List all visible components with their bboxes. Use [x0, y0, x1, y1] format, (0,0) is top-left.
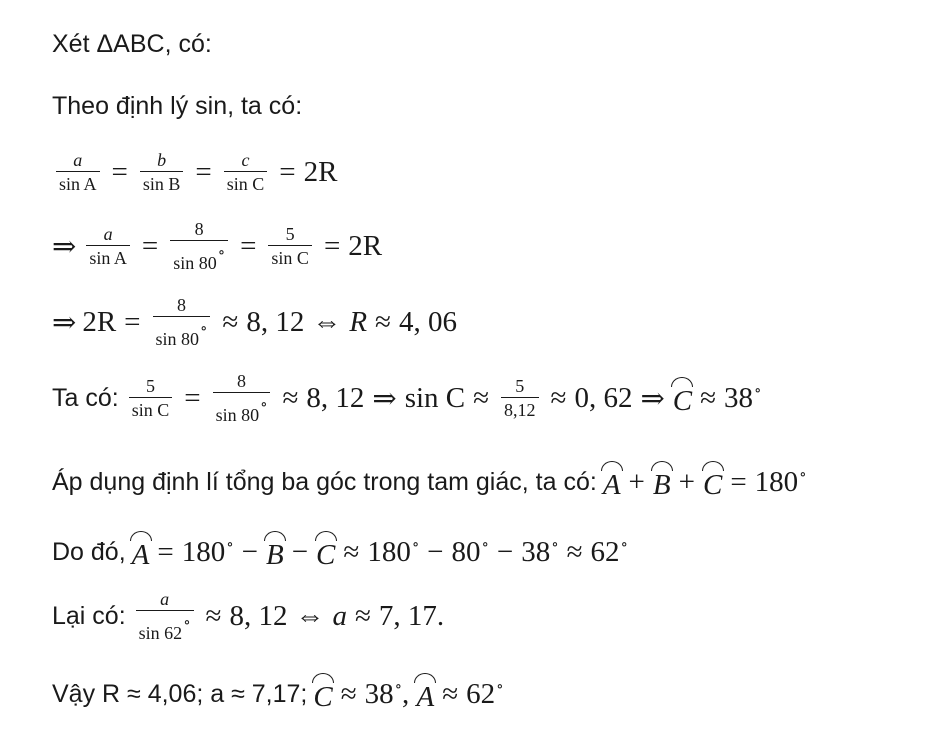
angle-sum-line: Áp dụng định lí tổng ba góc trong tam giác, ta có: A + B + C = 180∘ [52, 452, 807, 512]
fraction-5-sinC: $\frac{5}{\text{sin C}}$ [268, 224, 312, 268]
value-180: 180 [754, 466, 799, 498]
intro-line [52, 14, 212, 74]
do-do-text: Do đó, [52, 537, 126, 566]
angle-c-hat: C [703, 463, 722, 502]
fraction-5-sinC: $\frac{5}{\text{sin C}}$ [129, 376, 173, 420]
fraction-a-sin62: $\frac{a}{\sin 62^\circ}$ [136, 589, 194, 643]
iff-arrow: ⇔ [295, 599, 325, 632]
value-7-17: 7, 17. [378, 599, 445, 632]
value-8-12: 8, 12 [246, 305, 305, 338]
fraction-8-sin80: $\frac{8}{\sin 80^\circ}$ [170, 219, 228, 273]
fraction-b-sinB: $\frac{b}{\text{sin B}}$ [140, 150, 184, 194]
angle-c-hat: C [313, 675, 332, 714]
value-0-62: 0, 62 [574, 381, 633, 414]
angle-c-line: Ta có: $\frac{5}{\text{sin C}}$ = $\frac{8}{\sin 80^\circ}$ ≈ 8, 12 ⇒ sin C ≈ $\frac{5}{8,12}$ ≈ 0, 62 ⇒ C ≈ 38∘ [52, 371, 762, 425]
value-8-12: 8, 12 [229, 599, 288, 632]
radius-line: ⇒ 2R = $\frac{8}{\sin 80^\circ}$ ≈ 8, 12 ⇔ R ≈ 4, 06 [52, 295, 457, 349]
angle-a-hat: A [416, 675, 434, 714]
angle-a-hat: A [132, 533, 150, 572]
value-4-06: 4, 06 [398, 305, 457, 338]
fraction-8-sin80: $\frac{8}{\sin 80^\circ}$ [213, 371, 271, 425]
angle-a-line: Do đó, A = 180∘ − B − C ≈ 180∘ − 80∘ − 38∘ ≈ 62∘ [52, 522, 628, 582]
iff-arrow: ⇔ [312, 305, 342, 338]
sine-law-heading [52, 76, 302, 136]
radius-symbol: R [349, 305, 368, 338]
value-8-12: 8, 12 [306, 381, 365, 414]
side-a-symbol: a [332, 599, 347, 632]
angle-c-hat: C [316, 533, 335, 572]
side-a-line: Lại có: $\frac{a}{\sin 62^\circ}$ ≈ 8, 12 ⇔ a ≈ 7, 17. [52, 589, 445, 643]
two-r: 2R [82, 305, 117, 338]
lai-co-text: Lại có: [52, 601, 126, 630]
sin-c: sin C [404, 381, 466, 414]
ta-co-text: Ta có: [52, 383, 119, 412]
conclusion-text: Vậy R ≈ 4,06; a ≈ 7,17; [52, 679, 308, 708]
substitution-line: ⇒ $\frac{a}{\text{sin A}}$ = $\frac{8}{\sin 80^\circ}$ = $\frac{5}{\text{sin C}}$ = 2R [52, 219, 383, 273]
angle-c-hat: C [673, 379, 692, 418]
two-r: 2R [348, 229, 383, 262]
sine-law-formula: $\frac{a}{\text{sin A}}$ = $\frac{b}{\text{sin B}}$ = $\frac{c}{\text{sin C}}$ = 2R [52, 142, 337, 202]
value-38: 38 [724, 382, 754, 414]
implies-arrow: ⇒ [52, 306, 77, 339]
intro-text: Xét ΔABC, có: [52, 29, 212, 58]
fraction-a-sinA: $\frac{a}{\text{sin A}}$ [56, 150, 100, 194]
sine-law-text: Theo định lý sin, ta có: [52, 91, 303, 120]
two-r: 2R [303, 155, 338, 188]
fraction-5-8-12: $\frac{5}{8,12}$ [501, 376, 539, 420]
angle-a-hat: A [603, 463, 621, 502]
conclusion-line: Vậy R ≈ 4,06; a ≈ 7,17; C ≈ 38∘ , A ≈ 62∘ [52, 664, 503, 724]
angle-b-hat: B [653, 463, 671, 502]
angle-sum-text: Áp dụng định lí tổng ba góc trong tam giác, ta có: [52, 467, 597, 496]
fraction-c-sinC: $\frac{c}{\text{sin C}}$ [224, 150, 268, 194]
fraction-a-sinA: $\frac{a}{\text{sin A}}$ [86, 224, 130, 268]
implies-arrow: ⇒ [52, 230, 77, 263]
fraction-8-sin80: $\frac{8}{\sin 80^\circ}$ [153, 295, 211, 349]
angle-b-hat: B [266, 533, 284, 572]
